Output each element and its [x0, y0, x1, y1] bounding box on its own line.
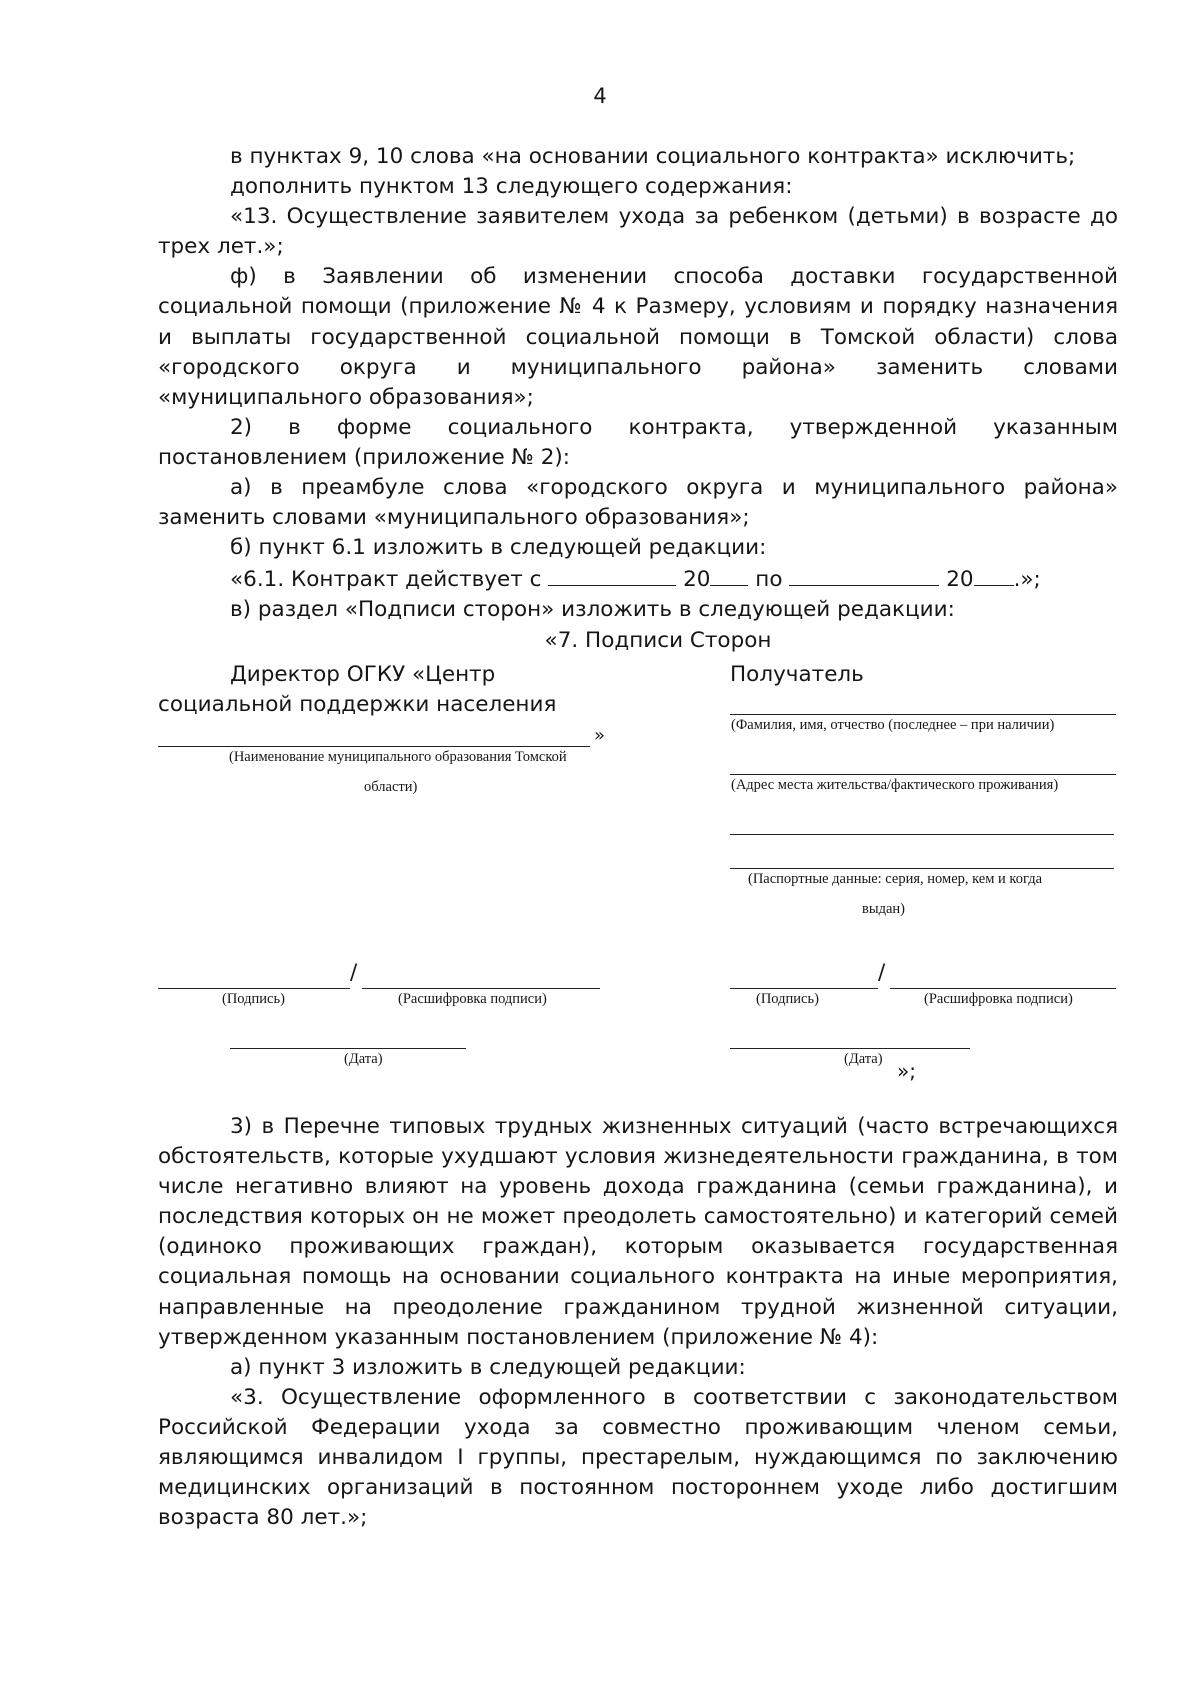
- right-signature-caption: (Подпись): [756, 991, 819, 1007]
- paragraph: а) пункт 3 изложить в следующей редакции:: [230, 1354, 746, 1380]
- left-decoding-caption: (Расшифровка подписи): [398, 991, 547, 1007]
- end-date-blank: [789, 563, 939, 586]
- page-number: 4: [593, 84, 607, 108]
- extra-line: [730, 834, 1114, 835]
- right-slash: /: [878, 960, 886, 985]
- left-signature-caption: (Подпись): [222, 991, 285, 1007]
- left-slash: /: [350, 960, 358, 985]
- address-caption: (Адрес места жительства/фактического проживания): [731, 777, 1059, 793]
- left-date-caption: (Дата): [344, 1051, 383, 1067]
- contract-term-line: [158, 563, 1118, 595]
- director-quote-close: »: [594, 725, 606, 746]
- bottom-text-block: [158, 1112, 1118, 1533]
- municipality-caption-line2: области): [364, 779, 418, 795]
- end-year: 20: [946, 567, 974, 593]
- section-title: «7. Подписи Сторон: [544, 627, 772, 653]
- paragraph: в) раздел «Подписи сторон» изложить в следующей редакции:: [230, 597, 955, 623]
- paragraph: дополнить пунктом 13 следующего содержания:: [230, 174, 793, 200]
- po-word: по: [755, 567, 783, 593]
- start-year-blank: [710, 563, 748, 586]
- passport-caption-line1: (Паспортные данные: серия, номер, кем и когда: [748, 871, 1043, 887]
- paragraph: 2) в форме социального контракта, утвержденной указанным постановлением (приложение № 2):: [158, 414, 1118, 470]
- right-decoding-caption: (Расшифровка подписи): [924, 991, 1073, 1007]
- start-year: 20: [683, 567, 711, 593]
- paragraph: 3) в Перечне типовых трудных жизненных ситуаций (часто встречающихся обстоятельств, которые ухудшают условия жизнедеятельности гражданина, в том числе негативно влияют на уровень дохода гражданина (семьи гражданина), и последствия которых он не может преодолеть самостоятельно) и категорий семей (одиноко проживающих граждан), которым оказывается государственная социальная помощь на основании социального контракта на иные мероприятия, направленные на преодоление гражданином трудной жизненной ситуации, утвержденном указанным постановлением (приложение № 4):: [158, 1114, 1118, 1350]
- municipality-caption-line1: (Наименование муниципального образования Томской: [229, 749, 567, 765]
- paragraph: «13. Осуществление заявителем ухода за ребенком (детьми) в возрасте до трех лет.»;: [158, 204, 1118, 260]
- passport-caption-line2: выдан): [862, 901, 905, 917]
- fio-caption: (Фамилия, имя, отчество (последнее – при наличии): [731, 717, 1055, 733]
- paragraph: «3. Осуществление оформленного в соответствии с законодательством Российской Федерации ухода за совместно проживающим членом семьи, являющимся инвалидом I группы, престарелым, нуждающимся по заключению медицинских организаций в постоянном постороннем уходе либо достигшим возраста 80 лет.»;: [158, 1384, 1118, 1531]
- end-year-blank: [974, 563, 1014, 586]
- paragraph: б) пункт 6.1 изложить в следующей редакции:: [230, 535, 767, 561]
- paragraph: а) в преамбуле слова «городского округа и муниципального района» заменить словами «муниципального образования»;: [158, 475, 1118, 531]
- start-date-blank: [548, 563, 676, 586]
- right-date-caption: (Дата): [844, 1051, 883, 1067]
- director-title-line1: Директор ОГКУ «Центр: [230, 662, 496, 687]
- director-title-line2: социальной поддержки населения: [158, 692, 557, 717]
- paragraph: ф) в Заявлении об изменении способа доставки государственной социальной помощи (приложение № 4 к Размеру, условиям и порядку назначения и выплаты государственной социальной помощи в Томской области) слова «городского округа и муниципального района» заменить словами «муниципального образования»;: [158, 264, 1118, 410]
- contract-term-suffix: .»;: [1013, 567, 1041, 593]
- paragraph: в пунктах 9, 10 слова «на основании социального контракта» исключить;: [230, 144, 1076, 169]
- top-text-block: [158, 142, 1118, 656]
- contract-term-prefix: «6.1. Контракт действует с: [230, 567, 542, 593]
- recipient-title: Получатель: [730, 662, 864, 687]
- signature-block-closing: »;: [897, 1059, 916, 1083]
